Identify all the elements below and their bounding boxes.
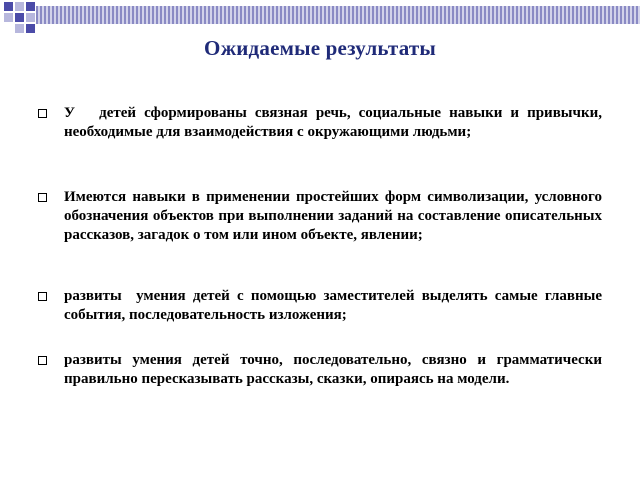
list-item (36, 351, 602, 389)
list-item-text: развиты умения детей с помощью заместителей выделять самые главные события, последовательность изложения; (64, 288, 606, 323)
list-item (36, 188, 602, 245)
list-item-text: Имеются навыки в применении простейших форм символизации, условного обозначения объектов при выполнении заданий на составление описательных рассказов, загадок о том или ином объекте, явлении; (64, 189, 602, 243)
square-bullet-icon (38, 292, 47, 301)
deco-square (4, 2, 13, 11)
list-item-text: У детей сформированы связная речь, социальные навыки и привычки, необходимые для взаимодействия с окружающими людьми; (64, 105, 606, 140)
deco-square (15, 24, 24, 33)
deco-square (15, 2, 24, 11)
square-bullet-icon (38, 193, 47, 202)
square-bullet-icon (38, 356, 47, 365)
deco-square (26, 13, 35, 22)
striped-band (36, 6, 640, 24)
list-item (36, 287, 606, 325)
deco-square (15, 13, 24, 22)
header-decoration (0, 0, 640, 32)
slide-title: Ожидаемые результаты (204, 36, 436, 60)
square-bullet-icon (38, 109, 47, 118)
deco-square (4, 13, 13, 22)
deco-square (26, 2, 35, 11)
deco-square (26, 24, 35, 33)
list-item (36, 104, 606, 142)
list-item-text: развиты умения детей точно, последовательно, связно и грамматически правильно пересказывать рассказы, сказки, опираясь на модели. (64, 352, 602, 387)
